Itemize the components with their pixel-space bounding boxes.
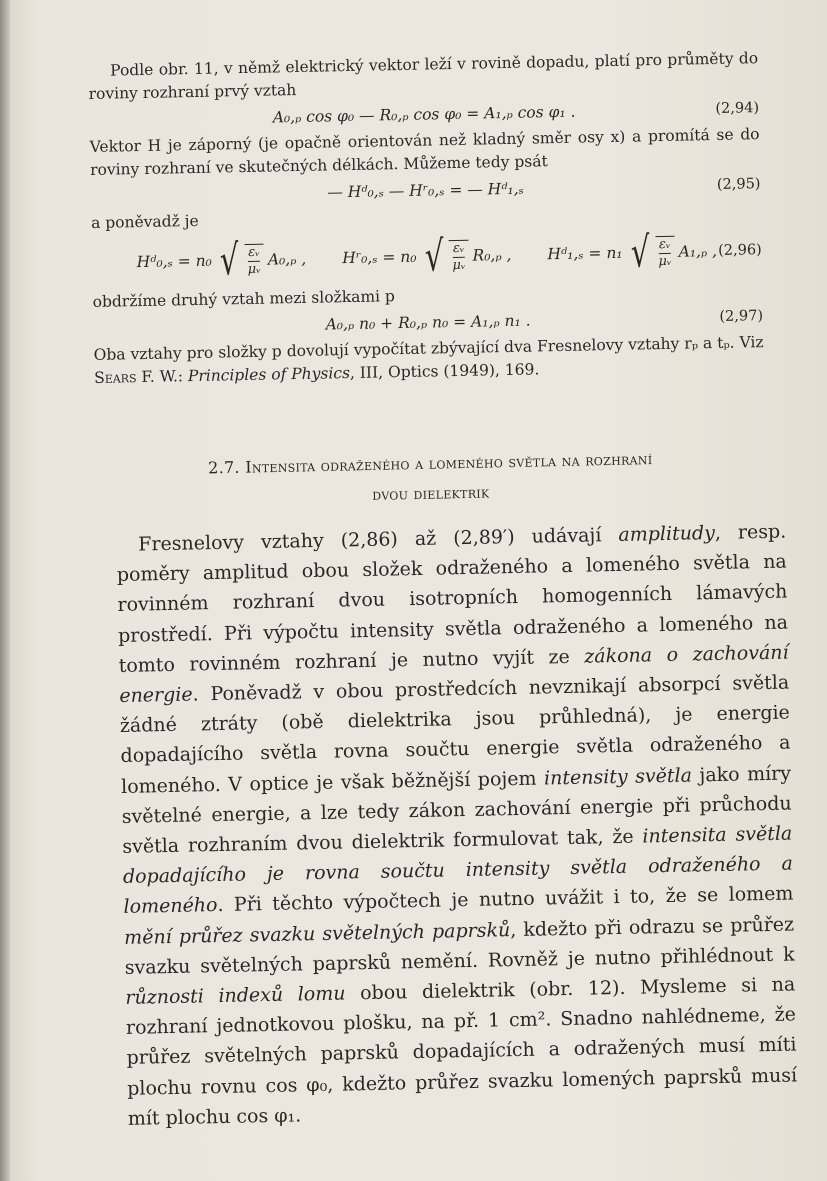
p5-text-a: Oba vztahy pro složky p dovolují vypočítat zbývající dva Fresnelovy vztahy rₚ a tₚ. Viz [93,333,764,364]
paragraph-1: Podle obr. 11, v němž elektrický vektor leží v rovině dopadu, platí pro průměty do roviny rozhraní prvý vztah [88,49,759,103]
radical-icon: √ [424,231,444,281]
eq96-p2-tail: R₀,ₚ , [472,245,512,265]
text-run-6: , kdežto při odrazu se průřez svazku světelných paprsků nemění. Rovněž je nutno přihlédnout k [124,913,795,979]
page-spine-shadow [0,0,10,1181]
equation-2-97-number: (2,97) [719,307,764,325]
paragraph-3: a poněvadž je [90,211,199,232]
eq96-p2-denominator: μᵥ [452,257,466,273]
upper-text-block [88,47,764,390]
equation-2-94-expr: A₀,ₚ cos φ₀ — R₀,ₚ cos φ₀ = A₁,ₚ cos φ₁ . [272,102,576,126]
main-paragraph [116,517,798,1134]
eq96-p1-fraction [244,243,264,276]
citation-title: Principles of Physics [187,364,351,386]
eq96-p3-tail: A₁,ₚ , [678,241,718,261]
radical-icon: √ [630,227,650,277]
eq96-p1-tail: A₀,ₚ , [267,249,307,269]
eq96-p2-numerator: εᵥ [452,240,465,256]
equation-2-95-number: (2,95) [716,175,761,193]
emphasis-intensita-dopadajiciho: intensita světla dopadajícího je rovna součtu intensity světla odraženého a lomeného [122,822,794,919]
section-heading-line-1: 2.7. Intensita odraženého a lomeného světla na rozhraní [207,449,653,478]
eq96-p3-numerator: εᵥ [658,236,671,252]
eq96-p2-lhs: Hʳ₀,ₛ = n₀ [342,247,417,267]
text-run-1: Fresnelovy vztahy (2,86) až (2,89′) udávají [138,523,619,556]
eq96-p3-fraction [655,235,675,268]
p5-text-b: : [177,367,189,386]
text-run-3: . Poněvadž v obou prostředcích nevznikají absorpcí světla žádné ztráty (obě dielektrika jsou průhledná), je energie dopadajícího světla rovna součtu energie světla odraženého a lomeného. V optice je však běžnější pojem [119,671,791,798]
equation-2-97-expr: A₀,ₚ n₀ + R₀,ₚ n₀ = A₁,ₚ n₁ . [325,311,531,333]
eq96-p1-denominator: μᵥ [247,261,262,277]
text-run-7: obou dielektrik (obr. 12). Mysleme si na rozhraní jednotkovou plošku, na př. 1 cm². Snadno nahlédneme, že průřez světelných paprsků dopadajících a odražených musí míti plochu rovnu cos φ₀, kdežto průřez svazku lomených paprsků musí mít plochu cos φ₁. [125,973,798,1130]
lower-text-block [116,517,798,1134]
equation-2-94-number: (2,94) [715,99,760,117]
p5-text-c: , III, Optics (1949), 169. [349,360,540,383]
emphasis-zakon-zachovani: zákona o zachování energie [119,641,789,707]
eq96-p3-lhs: Hᵈ₁,ₛ = n₁ [547,243,623,263]
sqrt-symbol [215,235,264,285]
emphasis-amplitudy: amplitudy [618,521,716,546]
emphasis-ruznosti-indexu: různosti indexů lomu [125,982,346,1009]
equation-2-96-number: (2,96) [718,241,762,259]
equation-2-95-expr: — Hᵈ₀,ₛ — Hʳ₀,ₛ = — Hᵈ₁,ₛ [327,179,524,201]
equation-2-96-part-1 [136,235,307,285]
sqrt-symbol [420,231,469,281]
eq96-p3-denominator: μᵥ [658,253,672,269]
section-heading [130,442,731,515]
section-heading-line-2: dvou dielektrik [372,482,490,504]
text-run-5: . Při těchto výpočtech je nutno uvážit i to, že se lomem [217,882,794,917]
text-run-4: jako míry světelné energie, a lze tedy zákon zachování energie při průchodu světla rozhraním dvou dielektrik formulovat tak, že [121,762,792,858]
equation-2-96-part-2 [342,231,512,281]
paragraph-4: obdržíme druhý vztah mezi složkami p [92,287,396,311]
text-run-2: , resp. poměry amplitud obou složek odraženého a lomeného světla na rovinném rozhraní dvou isotropních homogenních lámavých prostředí. Při výpočtu intensity světla odraženého a lomeného na tomto rovinném rozhraní je nutno vyjít ze [116,520,789,677]
equation-2-96-part-3 [547,227,718,277]
emphasis-intensity: intensity světla [543,764,693,790]
eq96-p1-lhs: Hᵈ₀,ₛ = n₀ [136,251,212,271]
radical-icon: √ [219,235,240,285]
citation-author: Sears F. W. [93,367,178,387]
eq96-p2-fraction [449,239,469,272]
emphasis-meni-prurez: mění průřez svazku světelných paprsků [123,918,511,949]
eq96-p1-numerator: εᵥ [247,244,261,260]
sqrt-symbol [626,227,675,277]
paragraph-2: Vektor H je záporný (je opačně orientován než kladný směr osy x) a promítá se do roviny rozhraní ve skutečných délkách. Můžeme tedy psát [89,125,760,179]
